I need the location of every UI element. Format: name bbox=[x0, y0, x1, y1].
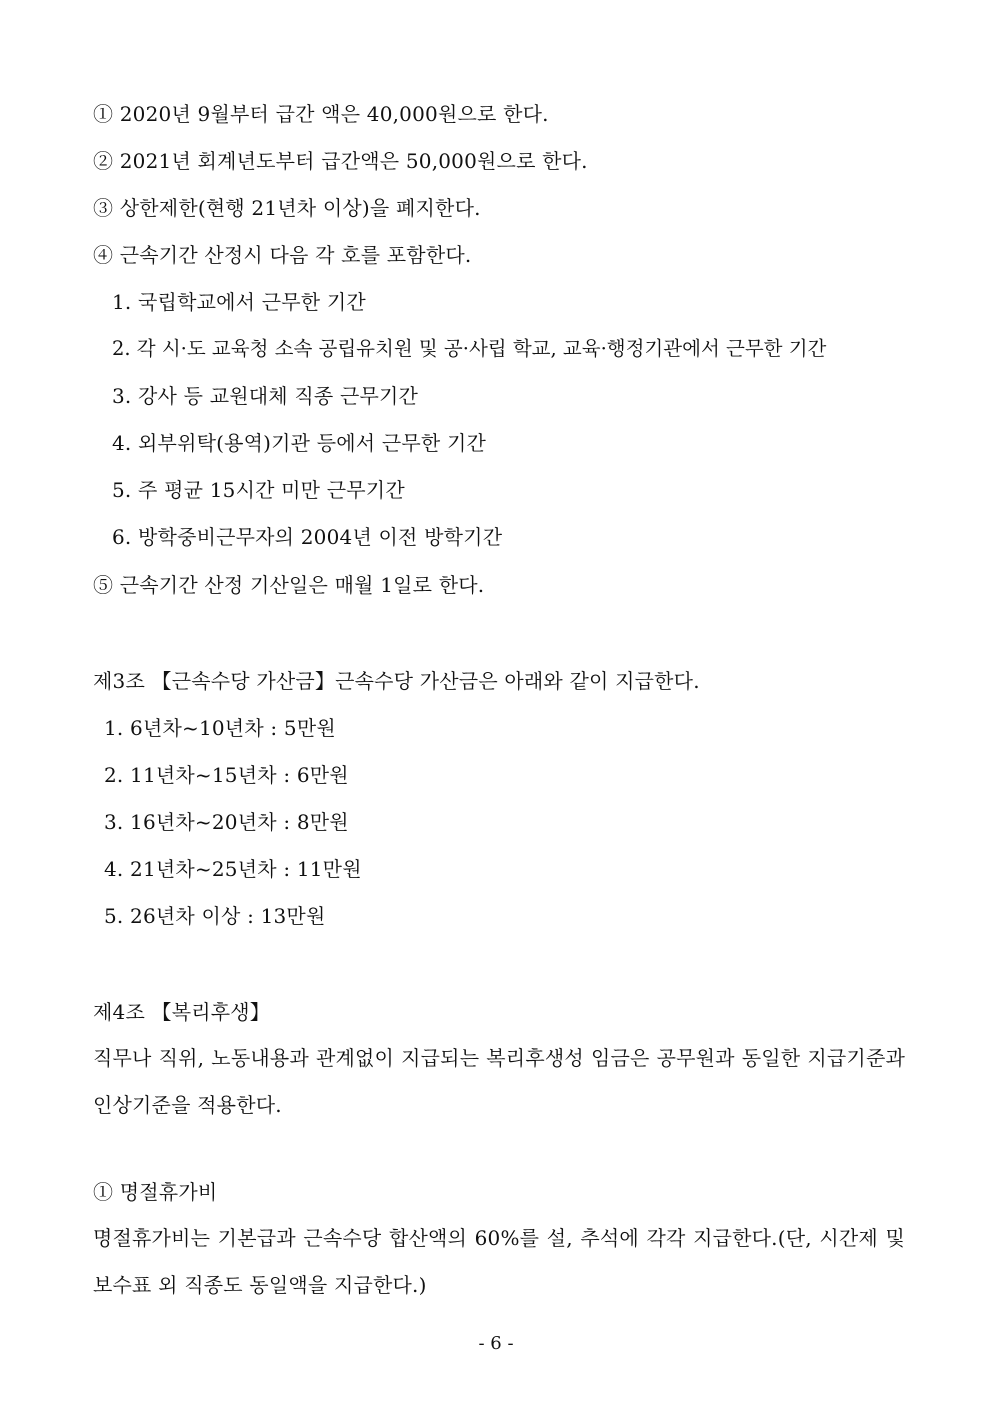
article2-subitem-5: 5. 주 평균 15시간 미만 근무기간 bbox=[112, 478, 405, 502]
article4-sub-heading: ① 명절휴가비 bbox=[93, 1180, 218, 1204]
article3-item-1: 1. 6년차~10년차 : 5만원 bbox=[104, 716, 336, 740]
article2-subitem-3: 3. 강사 등 교원대체 직종 근무기간 bbox=[112, 384, 419, 408]
article3-item-2: 2. 11년차~15년차 : 6만원 bbox=[104, 763, 349, 787]
article2-item-2: ② 2021년 회계년도부터 급간액은 50,000원으로 한다. bbox=[93, 149, 588, 173]
article3-item-4: 4. 21년차~25년차 : 11만원 bbox=[104, 857, 362, 881]
article3-heading: 제3조 【근속수당 가산금】근속수당 가산금은 아래와 같이 지급한다. bbox=[93, 669, 700, 693]
article2-item-5: ⑤ 근속기간 산정 기산일은 매월 1일로 한다. bbox=[93, 573, 485, 597]
article4-sub-body: 명절휴가비는 기본급과 근속수당 합산액의 60%를 설, 추석에 각각 지급한다.(단, 시간제 및 보수표 외 직종도 동일액을 지급한다.) bbox=[93, 1226, 905, 1297]
article4-heading: 제4조 【복리후생】 bbox=[93, 1000, 271, 1024]
page-number: - 6 - bbox=[478, 1333, 514, 1354]
article3-item-5: 5. 26년차 이상 : 13만원 bbox=[104, 904, 326, 928]
article2-subitem-1: 1. 국립학교에서 근무한 기간 bbox=[112, 290, 366, 314]
article2-item-1: ① 2020년 9월부터 급간 액은 40,000원으로 한다. bbox=[93, 102, 549, 126]
article4-body: 직무나 직위, 노동내용과 관계없이 지급되는 복리후생성 임금은 공무원과 동일한 지급기준과 인상기준을 적용한다. bbox=[93, 1046, 905, 1117]
article2-item-3: ③ 상한제한(현행 21년차 이상)을 폐지한다. bbox=[93, 196, 481, 220]
article3-item-3: 3. 16년차~20년차 : 8만원 bbox=[104, 810, 349, 834]
article2-subitem-6: 6. 방학중비근무자의 2004년 이전 방학기간 bbox=[112, 525, 503, 549]
article2-subitem-4: 4. 외부위탁(용역)기관 등에서 근무한 기간 bbox=[112, 431, 487, 455]
article2-item-4: ④ 근속기간 산정시 다음 각 호를 포함한다. bbox=[93, 243, 472, 267]
article2-subitem-2: 2. 각 시·도 교육청 소속 공립유치원 및 공·사립 학교, 교육·행정기관에서 근무한 기간 bbox=[112, 337, 827, 360]
